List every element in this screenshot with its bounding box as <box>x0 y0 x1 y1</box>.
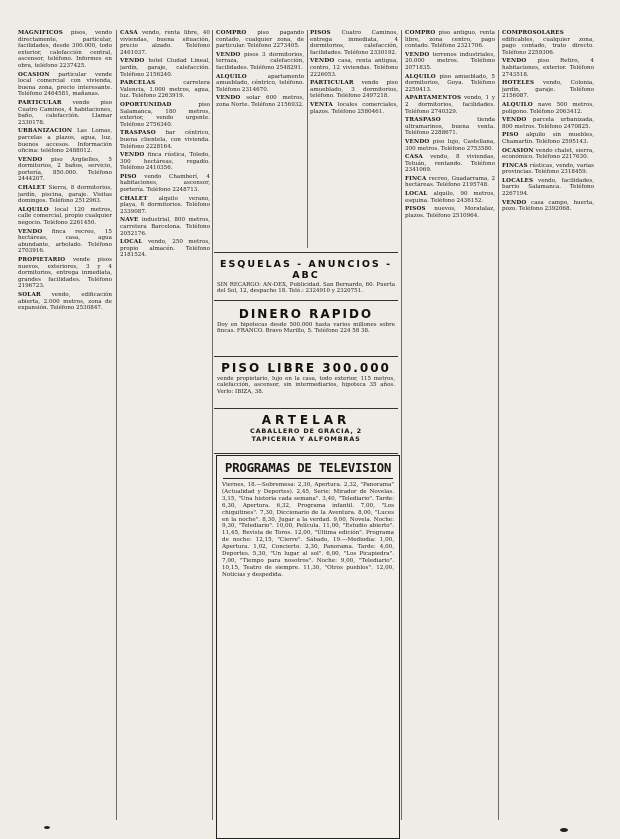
classified-text: hotel Ciudad Lineal, jardín, garaje, calefacción. Teléfono 2156240. <box>120 58 210 78</box>
classified-text: vendo, 8 viviendas, Tetuán, rentando. Teléfono 2341069. <box>405 154 495 174</box>
classified-keyword: APARTAMENTOS <box>405 95 462 102</box>
classified-text: alquilo, 90 metros, esquina. Teléfono 2436152. <box>405 191 495 204</box>
classified-keyword: VENDO <box>120 152 145 159</box>
classified-ad <box>405 117 495 137</box>
classified-keyword: COMPRO <box>405 30 436 36</box>
classified-keyword: OCASION <box>502 147 534 154</box>
ink-speck <box>44 826 50 829</box>
classified-text: recreo, Guadarrama, 2 hectáreas. Teléfono 2195748. <box>405 175 495 189</box>
classified-ad <box>310 58 398 78</box>
classified-column-3 <box>216 30 304 248</box>
classified-keyword: CHALET <box>18 185 46 192</box>
classified-keyword: LOCAL <box>405 191 428 198</box>
piso-title: PISO LIBRE 300.000 <box>221 361 391 375</box>
column-rule <box>212 30 213 820</box>
classified-keyword: CASA <box>120 30 138 36</box>
esquelas-text: SIN RECARGO: AN-DEX, Publicidad. San Bernardo, 60. Puerta del Sol, 12, despacho 18. Telé.: 2324910 y 2320751. <box>217 282 395 295</box>
ink-speck <box>560 828 568 832</box>
classified-keyword: OPORTUNIDAD <box>120 101 172 108</box>
classified-keyword: PISO <box>120 173 137 180</box>
classified-ad <box>502 132 594 145</box>
classified-keyword: MAGNIFICOS <box>18 30 63 36</box>
classified-text: vende pisos nuevos, exteriores, 3 y 4 dormitorios, entrega inmediata, grandes facilidades. Teléfono 2196723. <box>18 257 112 290</box>
classified-keyword: COMPRO <box>216 30 247 36</box>
classified-keyword: VENDO <box>18 228 43 235</box>
classified-ad <box>120 102 210 128</box>
classified-text: nave 500 metros, polígono. Teléfono 2063412. <box>502 101 594 115</box>
classified-ad <box>120 30 210 56</box>
classified-keyword: LOCALES <box>502 177 534 184</box>
classified-text: terrenos industriales, 20.000 metros. Teléfono 2071835. <box>405 51 495 71</box>
piso-ad <box>214 356 398 409</box>
classified-ad <box>405 52 495 72</box>
classified-column-6 <box>502 30 594 820</box>
classified-text: solar 600 metros, zona Norte. Teléfono 2156932. <box>216 95 304 108</box>
classified-ad <box>18 30 112 70</box>
classified-ad <box>18 72 112 98</box>
classified-keyword: VENDO <box>502 199 527 206</box>
artelar-address: CABALLERO DE GRACIA, 2 <box>250 427 362 435</box>
classified-text: apartamento amueblado, céntrico, teléfono. Teléfono 2314670. <box>216 73 304 93</box>
classified-ad <box>405 74 495 94</box>
column-rule <box>498 30 499 820</box>
classified-text: locales comerciales, plazos. Teléfono 2580461. <box>310 101 398 115</box>
classified-keyword: OCASION <box>18 71 50 78</box>
classified-text: vendo, Colonia, jardín, garaje. Teléfono 2156087. <box>502 80 594 100</box>
classified-text: casa campo, huerta, pozo. Teléfono 2392068. <box>502 199 594 213</box>
piso-text: vende propietario, lujo en la casa, todo exterior, 115 metros, calefacción, ascensor, sin intermediarios, hipoteca 35 años. Verlo: IBIZA, 38. <box>217 376 395 395</box>
classified-keyword: VENDO <box>18 156 43 163</box>
classified-keyword: PISOS <box>405 206 426 213</box>
classified-ad <box>502 58 594 78</box>
classified-ad <box>502 200 594 213</box>
classified-keyword: SOLAR <box>18 291 41 298</box>
classified-text: pisos, vendo directamente, particular, facilidades, desde 300.000, todo exterior, calefacción central, ascensor, teléfono. Informes en obra, teléfono 2237425. <box>18 30 112 69</box>
classified-keyword: ALQUILO <box>216 73 247 80</box>
classified-text: vendo, renta libre, 40 viviendas, buena situación, precio alzado. Teléfono 2461037. <box>120 30 210 56</box>
classified-ad <box>120 174 210 194</box>
classified-text: vende piso amueblado, 3 dormitorios, teléfono. Teléfono 2497218. <box>310 80 398 100</box>
classified-keyword: VENDO <box>502 117 527 124</box>
classified-ad <box>310 30 398 56</box>
classified-text: vende piso Cuatro Caminos, 4 habitaciones, baño, calefacción. Llamar 2330178. <box>18 99 112 126</box>
classified-text: piso lujo, Castellana, 300 metros. Teléfono 2753580. <box>405 138 495 152</box>
classified-column-5 <box>405 30 495 820</box>
column-rule <box>401 30 402 820</box>
classified-ad <box>120 217 210 237</box>
classified-text: vendo chalet, sierra, económico. Teléfono 2217630. <box>502 147 594 161</box>
classified-column-1 <box>18 30 112 820</box>
classified-keyword: URBANIZACION <box>18 128 73 135</box>
classified-keyword: VENTA <box>310 101 333 108</box>
tv-programs-box <box>216 455 400 839</box>
classified-keyword: NAVE <box>120 217 139 224</box>
classified-ad <box>502 117 594 130</box>
classified-ad <box>405 139 495 152</box>
artelar-products: TAPICERIA Y ALFOMBRAS <box>251 435 361 443</box>
classified-ad <box>502 30 594 56</box>
classified-ad <box>216 95 304 108</box>
classified-text: alquilo sin muebles, Chamartín. Teléfono 2595143. <box>502 132 594 145</box>
classified-keyword: VENDO <box>216 95 241 102</box>
esquelas-title: ESQUELAS - ANUNCIOS - ABC <box>219 259 393 281</box>
classified-text: finca recreo, 15 hectáreas, casa, agua abundante, arbolado. Teléfono 2703916. <box>18 228 112 255</box>
classified-ad <box>18 257 112 290</box>
classified-text: Las Lomas, parcelas a plazos, agua, luz, buenos accesos. Información oficina: teléfono 2488012. <box>18 128 112 155</box>
classified-ad <box>216 30 304 50</box>
classified-column-4 <box>310 30 398 248</box>
classified-ad <box>216 74 304 94</box>
classified-ad <box>18 207 112 227</box>
classified-text: Cuatro Caminos, entrega inmediata, 4 dormitorios, calefacción, facilidades. Teléfono 2330192. <box>310 30 398 56</box>
classified-text: Sierra, 8 dormitorios, jardín, piscina, garaje. Visitas domingos. Teléfono 2512963. <box>18 185 112 205</box>
classified-text: parcela urbanizada, 800 metros. Teléfono 2470825. <box>502 117 594 130</box>
classified-ad <box>18 229 112 255</box>
classified-keyword: PROPIETARIO <box>18 257 66 263</box>
classified-ad <box>120 196 210 216</box>
artelar-ad <box>214 408 398 454</box>
classified-keyword: VENDO <box>502 58 527 65</box>
column-rule <box>116 30 117 820</box>
dinero-ad <box>214 300 398 357</box>
classified-keyword: PISO <box>502 132 519 139</box>
dinero-text: Doy en hipotecas desde 500.000 hasta varios millones sobre fincas. FRANCO. Bravo Murillo, 5. Teléfono 224 58 38. <box>217 322 395 335</box>
classified-ad <box>502 163 594 176</box>
classified-text: industrial, 800 metros, carretera Barcelona. Teléfono 2052176. <box>120 217 210 237</box>
classified-text: piso antiguo, renta libre, zona centro, pago contado. Teléfono 2321706. <box>405 30 495 50</box>
classified-text: piso amueblado, 5 dormitorios, Goya. Teléfono 2259413. <box>405 73 495 93</box>
classified-text: edificables, cualquier zona, pago contado, trato directo. Teléfono 2259306. <box>502 36 594 56</box>
classified-keyword: ALQUILO <box>405 73 436 80</box>
esquelas-ad <box>214 252 398 301</box>
classified-ad <box>18 292 112 312</box>
classified-ad <box>310 80 398 100</box>
classified-keyword: CASA <box>405 154 423 161</box>
classified-text: vendo Chamberí, 4 habitaciones, ascensor, portería. Teléfono 2248713. <box>120 173 210 194</box>
classified-text: local 120 metros, calle comercial, propio cualquier negocio. Teléfono 2261450. <box>18 206 112 227</box>
classified-text: rústicas, vendo, varias provincias. Teléfono 2318459. <box>502 162 594 176</box>
classified-keyword: LOCAL <box>120 239 143 246</box>
classified-text: piso Retiro, 4 habitaciones, exterior. Teléfono 2743518. <box>502 58 594 78</box>
classified-text: particular vende local comercial con vivienda, buena zona, precio interesante. Teléfono 2464581, mañanas. <box>18 71 112 98</box>
classified-text: casa, renta antigua, centro, 12 viviendas. Teléfono 2226053. <box>310 58 398 78</box>
classified-ad <box>502 80 594 100</box>
classified-keyword: VENDO <box>310 58 335 65</box>
classified-keyword: VENDO <box>120 58 145 65</box>
classified-ad <box>18 157 112 183</box>
classified-keyword: TRASPASO <box>120 130 156 137</box>
classified-column-2 <box>120 30 210 820</box>
classified-ad <box>405 176 495 189</box>
classified-ad <box>120 58 210 78</box>
classified-ad <box>502 102 594 115</box>
classified-keyword: CHALET <box>120 195 148 202</box>
tv-programs-title: PROGRAMAS DE TELEVISION <box>223 460 393 479</box>
classified-keyword: PARTICULAR <box>310 80 354 87</box>
classified-text: finca rústica, Toledo, 300 hectáreas, regadío. Teléfono 2410356. <box>120 152 210 172</box>
classified-keyword: HOTELES <box>502 80 535 87</box>
classified-keyword: VENDO <box>405 51 430 58</box>
classified-text: bar céntrico, buena clientela, con vivienda. Teléfono 2228164. <box>120 130 210 150</box>
dinero-title: DINERO RAPIDO <box>238 307 374 321</box>
classified-keyword: PISOS <box>310 30 331 36</box>
classified-text: pisos 3 dormitorios, terraza, calefacción, facilidades. Teléfono 2548291. <box>216 51 304 71</box>
classified-text: piso Argüelles, 5 dormitorios, 2 baños, servicio, portería, 850.000. Teléfono 2444207. <box>18 156 112 183</box>
classified-text: tienda ultramarinos, buena venta. Teléfono 2288671. <box>405 117 495 137</box>
classified-keyword: PARCELAS <box>120 80 156 87</box>
classified-text: piso pagando contado, cualquier zona, de particular. Teléfono 2273405. <box>216 30 304 50</box>
classified-ad <box>502 148 594 161</box>
classified-keyword: FINCAS <box>502 162 528 169</box>
classified-text: alquilo verano, playa, 6 dormitorios. Teléfono 2339087. <box>120 195 210 215</box>
tv-programs-body: Viernes, 18.—Sobremesa: 2,30, Apertura. 2,32, "Panorama" (Actualidad y Deportes). 2,45, Serie: Mirador de Novelas. 3,15, "Una historia cada semana". 3,40, "Telediario". Tarde: 6,30, Apertura. 6,32, Programa infantil. 7,00, "Los chiquitines". 7,30, Diccionario de la Aventura. 8,00, "Luces en la noche". 8,30, Jugar a la verdad. 9,00, Novela. Noche: 9,30, "Telediario". 10,00, Película. 11,00, "Estudio abierto". 11,45, Revista de Toros. 12,00, "Última edición". Programa de noche: 12,15, "Cierre". Sábado, 19.—Mediodía: 1,00, Apertura. 1,02, Concierto. 2,30, Panorama. Tarde: 4,00, Deportes. 5,30, "Un lugar al sol". 6,00, "Los Picapiedra". 7,00, "Tiempo para nosotros". Noche: 9,00, "Telediario". 10,15, Teatro de siempre. 11,30, "Otros pueblos". 12,00, Noticias y despedida. <box>222 482 394 578</box>
classified-keyword: PARTICULAR <box>18 99 62 106</box>
classified-keyword: COMPROSOLARES <box>502 30 564 36</box>
classified-ad <box>310 102 398 115</box>
classified-text: carretera Valencia, 1.000 metros, agua, luz. Teléfono 2263919. <box>120 80 210 100</box>
classified-ad <box>502 178 594 198</box>
classified-ad <box>18 128 112 154</box>
classified-text: vendo, 250 metros, propio almacén. Teléfono 2181524. <box>120 239 210 259</box>
classified-text: vendo, edificación abierta, 2.000 metros, zona de expansión. Teléfono 2530847. <box>18 291 112 312</box>
column-rule <box>307 30 308 248</box>
classified-keyword: VENDO <box>405 138 430 145</box>
classified-ad <box>405 30 495 50</box>
classified-ad <box>120 239 210 259</box>
classified-keyword: FINCA <box>405 175 427 182</box>
classified-keyword: VENDO <box>216 51 241 58</box>
classified-ad <box>405 154 495 174</box>
artelar-title: ARTELAR <box>261 413 351 427</box>
classified-ad <box>18 185 112 205</box>
classified-ad <box>120 80 210 100</box>
classified-keyword: ALQUILO <box>502 101 533 108</box>
classified-ad <box>405 206 495 219</box>
classified-ad <box>120 130 210 150</box>
classified-text: piso Salamanca, 180 metros, exterior, vendo urgente. Teléfono 2756340. <box>120 101 210 128</box>
classified-ad <box>120 152 210 172</box>
classified-text: vendo, 1 y 2 dormitorios, facilidades. Teléfono 2740329. <box>405 95 495 115</box>
classified-keyword: ALQUILO <box>18 206 49 213</box>
classified-text: vendo, facilidades, barrio Salamanca. Teléfono 2267194. <box>502 177 594 198</box>
classified-ad <box>18 100 112 126</box>
classified-ad <box>405 191 495 204</box>
classified-text: nuevos, Moratalaz, plazos. Teléfono 2510964. <box>405 206 495 219</box>
classified-keyword: TRASPASO <box>405 117 441 124</box>
classified-ad <box>216 52 304 72</box>
classified-ad <box>405 95 495 115</box>
